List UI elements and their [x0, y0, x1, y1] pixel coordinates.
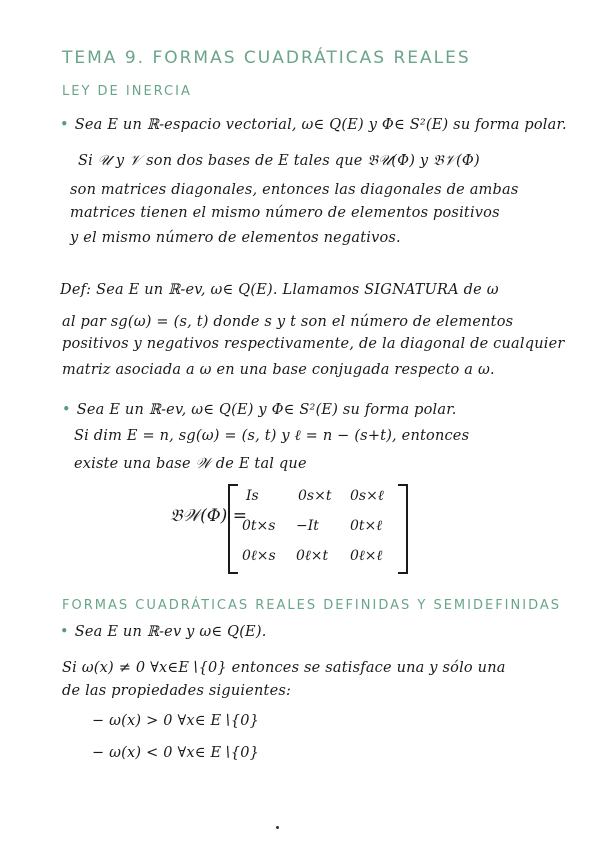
- definition-line-2: al par sg(ω) = (s, t) donde s y t son el número de elementos: [62, 314, 514, 330]
- matrix-cell: 0s×ℓ: [350, 488, 384, 504]
- law-line-1: • Sea E un ℝ-espacio vectorial, ω∈ Q(E) y Φ∈ S²(E) su forma polar.: [60, 117, 567, 133]
- bullet-icon: •: [60, 624, 69, 640]
- block-matrix: [170, 482, 410, 574]
- matrix-cell: Is: [246, 488, 259, 504]
- law-line-4: matrices tienen el mismo número de elementos positivos: [70, 205, 500, 221]
- matrix-cell: −It: [296, 518, 319, 534]
- matrix-cell: 0t×ℓ: [350, 518, 383, 534]
- section2-line-3: de las propiedades siguientes:: [62, 683, 292, 699]
- matrix-label: 𝔅𝒲(Φ) =: [170, 506, 247, 526]
- definition-line-4: matriz asociada a ω en una base conjugada respecto a ω.: [62, 362, 495, 378]
- section2-line-5: − ω(x) < 0 ∀x∈ E∖{0}: [92, 745, 260, 761]
- law-line-3: son matrices diagonales, entonces las diagonales de ambas: [70, 182, 519, 198]
- section2-line-1: • Sea E un ℝ-ev y ω∈ Q(E).: [60, 624, 267, 640]
- page-mark: [276, 826, 279, 829]
- section2-line-2: Si ω(x) ≠ 0 ∀x∈E∖{0} entonces se satisface una y sólo una: [62, 660, 506, 676]
- proposition-line-1: • Sea E un ℝ-ev, ω∈ Q(E) y Φ∈ S²(E) su forma polar.: [62, 402, 457, 418]
- section-heading-definidas: FORMAS CUADRÁTICAS REALES DEFINIDAS Y SEMIDEFINIDAS: [62, 598, 561, 613]
- matrix-cell: 0ℓ×s: [242, 548, 276, 564]
- matrix-right-bracket: [398, 484, 408, 574]
- matrix-cell: 0ℓ×t: [296, 548, 329, 564]
- proposition-line-2: Si dim E = n, sg(ω) = (s, t) y ℓ = n − (s+t), entonces: [74, 428, 470, 444]
- law-line-5: y el mismo número de elementos negativos.: [70, 230, 401, 246]
- law-line-2: Si 𝒰 y 𝒱 son dos bases de E tales que 𝔅𝒰(Φ) y 𝔅𝒱(Φ): [78, 153, 480, 169]
- section2-line-4: − ω(x) > 0 ∀x∈ E∖{0}: [92, 713, 260, 729]
- matrix-left-bracket: [228, 484, 238, 574]
- definition-line-1: Def: Sea E un ℝ-ev, ω∈ Q(E). Llamamos SIGNATURA de ω: [60, 282, 499, 298]
- section-heading-ley-de-inercia: LEY DE INERCIA: [62, 84, 192, 99]
- proposition-line-3: existe una base 𝒲 de E tal que: [74, 456, 307, 472]
- bullet-icon: •: [62, 402, 71, 418]
- page-title: TEMA 9. FORMAS CUADRÁTICAS REALES: [62, 48, 471, 68]
- matrix-cell: 0ℓ×ℓ: [350, 548, 383, 564]
- matrix-cell: 0s×t: [298, 488, 332, 504]
- definition-line-3: positivos y negativos respectivamente, de la diagonal de cualquier: [62, 336, 565, 352]
- matrix-cell: 0t×s: [242, 518, 276, 534]
- bullet-icon: •: [60, 117, 69, 133]
